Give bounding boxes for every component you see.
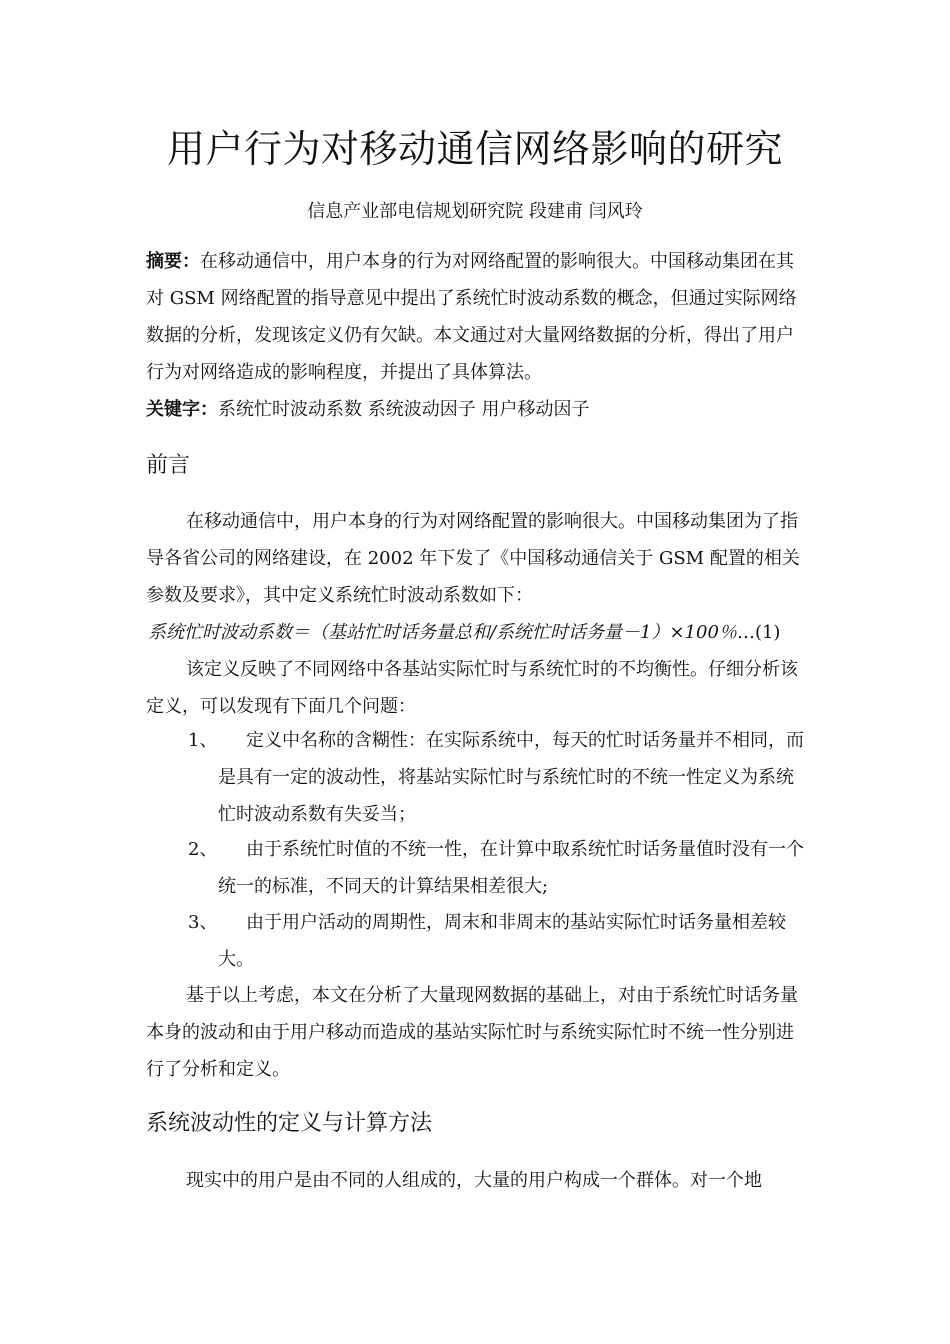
list-item bbox=[146, 904, 811, 978]
list-item bbox=[146, 831, 811, 905]
page-title: 用户行为对移动通信网络影响的研究 bbox=[166, 127, 783, 171]
keywords bbox=[146, 391, 806, 428]
keywords-text: 系统忙时波动系数 系统波动因子 用户移动因子 bbox=[218, 399, 590, 420]
keywords-label: 关键字： bbox=[146, 399, 218, 420]
list-item bbox=[146, 722, 811, 833]
preface-paragraph-2: 该定义反映了不同网络中各基站实际忙时与系统忙时的不均衡性。仔细分析该定义，可以发现有下面几个问题： bbox=[146, 659, 798, 717]
preface-paragraph-1: 在移动通信中，用户本身的行为对网络配置的影响很大。中国移动集团为了指导各省公司的网络建设，在 2002 年下发了《中国移动通信关于 GSM 配置的相关参数及要求》，其中定义系统忙时波动系数如下： bbox=[146, 511, 800, 606]
preface-paragraph-3: 基于以上考虑，本文在分析了大量现网数据的基础上，对由于系统忙时话务量本身的波动和由于用户移动而造成的基站实际忙时与系统实际忙时不统一性分别进行了分析和定义。 bbox=[146, 985, 798, 1080]
section-heading-volatility: 系统波动性的定义与计算方法 bbox=[146, 1111, 433, 1136]
list-item-text: 由于系统忙时值的不统一性，在计算中取系统忙时话务量值时没有一个统一的标准，不同天的计算结果相差很大; bbox=[218, 839, 804, 897]
formula-1 bbox=[148, 614, 808, 651]
list-marker: 2、 bbox=[188, 839, 218, 860]
formula-number: (1) bbox=[754, 622, 781, 643]
authors-line: 信息产业部电信规划研究院 段建甫 闫风玲 bbox=[307, 201, 643, 222]
abstract-label: 摘要： bbox=[146, 251, 200, 272]
section-heading-preface: 前言 bbox=[146, 453, 191, 478]
abstract bbox=[146, 243, 806, 391]
list-marker: 3、 bbox=[188, 912, 218, 933]
volatility-paragraph-1: 现实中的用户是由不同的人组成的，大量的用户构成一个群体。对一个地 bbox=[186, 1170, 762, 1191]
list-item-text: 由于用户活动的周期性，周末和非周末的基站实际忙时话务量相差较大。 bbox=[218, 912, 786, 970]
abstract-text: 在移动通信中，用户本身的行为对网络配置的影响很大。中国移动集团在其对 GSM 网络配置的指导意见中提出了系统忙时波动系数的概念，但通过实际网络数据的分析，发现该定义仍有欠缺。本文通过对大量网络数据的分析，得出了用户行为对网络造成的影响程度，并提出了具体算法。 bbox=[146, 251, 797, 383]
list-item-text: 定义中名称的含糊性：在实际系统中，每天的忙时话务量并不相同，而是具有一定的波动性，将基站实际忙时与系统忙时的不统一性定义为系统忙时波动系数有失妥当； bbox=[218, 730, 804, 825]
list-marker: 1、 bbox=[188, 730, 218, 751]
formula-text: 系统忙时波动系数＝（基站忙时话务量总和/系统忙时话务量－1）×100％… bbox=[148, 622, 755, 643]
